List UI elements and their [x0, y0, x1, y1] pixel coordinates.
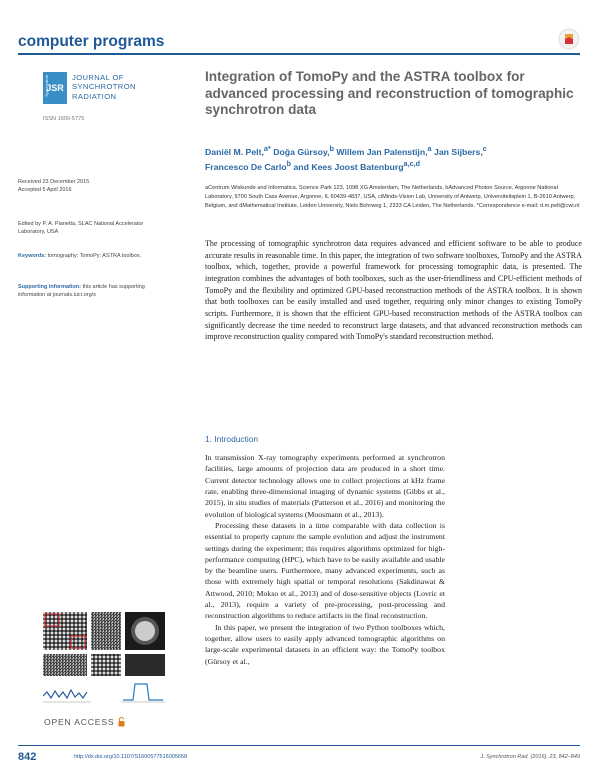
abstract: The processing of tomographic synchrotron data requires advanced and efficient software to be able to produce accurate results in reasonable time. In this paper, the integration of two software toolboxes, TomoPy and the ASTRA toolbox, which, together, provide a powerful framework for processing tomographic data, is presented. The integration combines the advantages of both toolboxes, such as the user-friendliness and CPU-efficient methods of TomoPy and the flexibility and optimized GPU-based reconstruction methods of the ASTRA toolbox. It is shown that both toolboxes can be easily installed and used together, requiring only minor changes to existing TomoPy scripts. Furthermore, it is shown that the efficient GPU-based reconstruction methods of the ASTRA toolbox can significantly decrease the time needed to reconstruct large datasets, and that advanced reconstruction methods can improve reconstruction quality compared with TomoPy's standard reconstruction method. [205, 239, 582, 342]
keywords-label: Keywords: [18, 253, 47, 259]
journal-logo-text: JSR [46, 83, 64, 93]
author-list [205, 143, 585, 174]
author: Willem Jan Palenstijn,$^a$ [336, 144, 432, 157]
author: Francesco De Carlo$^b$ [205, 159, 292, 173]
journal-name-line: SYNCHROTRON [72, 82, 136, 92]
section-heading: 1. Introduction [205, 434, 259, 444]
open-lock-icon [118, 717, 125, 727]
author: and Kees Joost Batenburg$^{a,c,d}$ [293, 159, 421, 173]
issn: ISSN 1600-5775 [43, 116, 85, 122]
page-number: 842 [18, 751, 37, 763]
paragraph: Processing these datasets in a time comparable with data collection is essential to properly capture the sample evolution and adjust the instrument settings during the experiment; this requires algorithms optimized for high-performance computing (HPC), which have to be easily available and usable by the beamline users. Furthermore, many advanced experiments, such as those with extremely high spatial or temporal resolutions (Sakdinawat & Attwood, 2010; Mokso et al., 2013) and of dose-sensitive objects (Lovric et al., 2013), require a variety of pre-processing, post-processing and reconstruction algorithms to reduce artifacts in the final reconstruction. [205, 520, 445, 621]
received-date: Received 23 December 2015 [18, 179, 90, 185]
author: Doğa Gürsoy,$^b$ [273, 144, 334, 157]
paragraph: In this paper, we present the integration of two Python toolboxes which, together, allow users to easily apply advanced tomographic algorithms on large-scale experimental datasets in an efficient way: the TomoPy toolbox (Gürsoy et al., [205, 622, 445, 666]
open-access-badge [44, 717, 125, 727]
article-title: Integration of TomoPy and the ASTRA toolbox for advanced processing and reconstruction of tomographic synchrotron data [205, 69, 574, 118]
keywords [18, 252, 158, 260]
journal-logo [43, 72, 67, 104]
affiliations: aCentrum Wiskunde and Informatica, Science Park 123, 1098 XG Amsterdam, The Netherlands, bAdvanced Photon Source, Argonne National Laboratory, 9700 South Cass Avenue, Argonne, IL 60439-4837, USA, ciMinds-Vision Lab, University of Antwerp, Universiteitsplein 1, B-2610 Antwerp, Belgium, and dMathematical Institute, Leiden University, Niels Bohrweg 1, 2333 CA Leiden, The Netherlands. *Correspondence e-mail: d.m.pelt@cwi.nl [205, 185, 580, 209]
footer-rule [18, 745, 580, 746]
keywords-text: tomography; TomoPy; ASTRA toolbox. [47, 253, 142, 259]
paragraph: In transmission X-ray tomography experiments performed at synchrotron facilities, large amounts of projection data are produced in a short time. Current detector technology allows one to collect projections at kHz frame rate, enabling three-dimensional imaging of dynamic systems (Gibbs et al., 2015), in situ studies of materials (Patterson et al., 2016) and monitoring the evolution of biological systems (Moosmann et al., 2013). [205, 453, 445, 519]
graphical-abstract [43, 612, 165, 706]
journal-name [72, 73, 192, 101]
supporting-label: Supporting information: [18, 284, 81, 290]
author: Daniël M. Pelt,$^{a*}$ [205, 144, 271, 157]
journal-name-line: RADIATION [72, 91, 117, 101]
intro-body [205, 452, 445, 667]
author: Jan Sijbers,$^c$ [434, 144, 487, 157]
section-label: computer programs [18, 33, 165, 50]
header-rule [18, 53, 580, 55]
citation: J. Synchrotron Rad. (2016). 23, 842–849 [480, 754, 580, 760]
doi-link[interactable]: http://dx.doi.org/10.1107/S1600577516005658 [74, 754, 188, 760]
journal-name-line: JOURNAL OF [72, 73, 124, 82]
edited-by: Edited by P. A. Pianetta, SLAC National Accelerator Laboratory, USA [18, 221, 144, 236]
supporting-info [18, 283, 168, 300]
crossmark-icon[interactable] [558, 28, 580, 50]
dates [18, 178, 178, 195]
journal-logo-side-text: Synchrotron [44, 75, 49, 97]
supporting-text[interactable]: this article has supporting information at journals.iucr.org/s [18, 284, 145, 299]
accepted-date: Accepted 5 April 2016 [18, 187, 72, 194]
open-access-label: OPEN ACCESS [44, 717, 115, 727]
